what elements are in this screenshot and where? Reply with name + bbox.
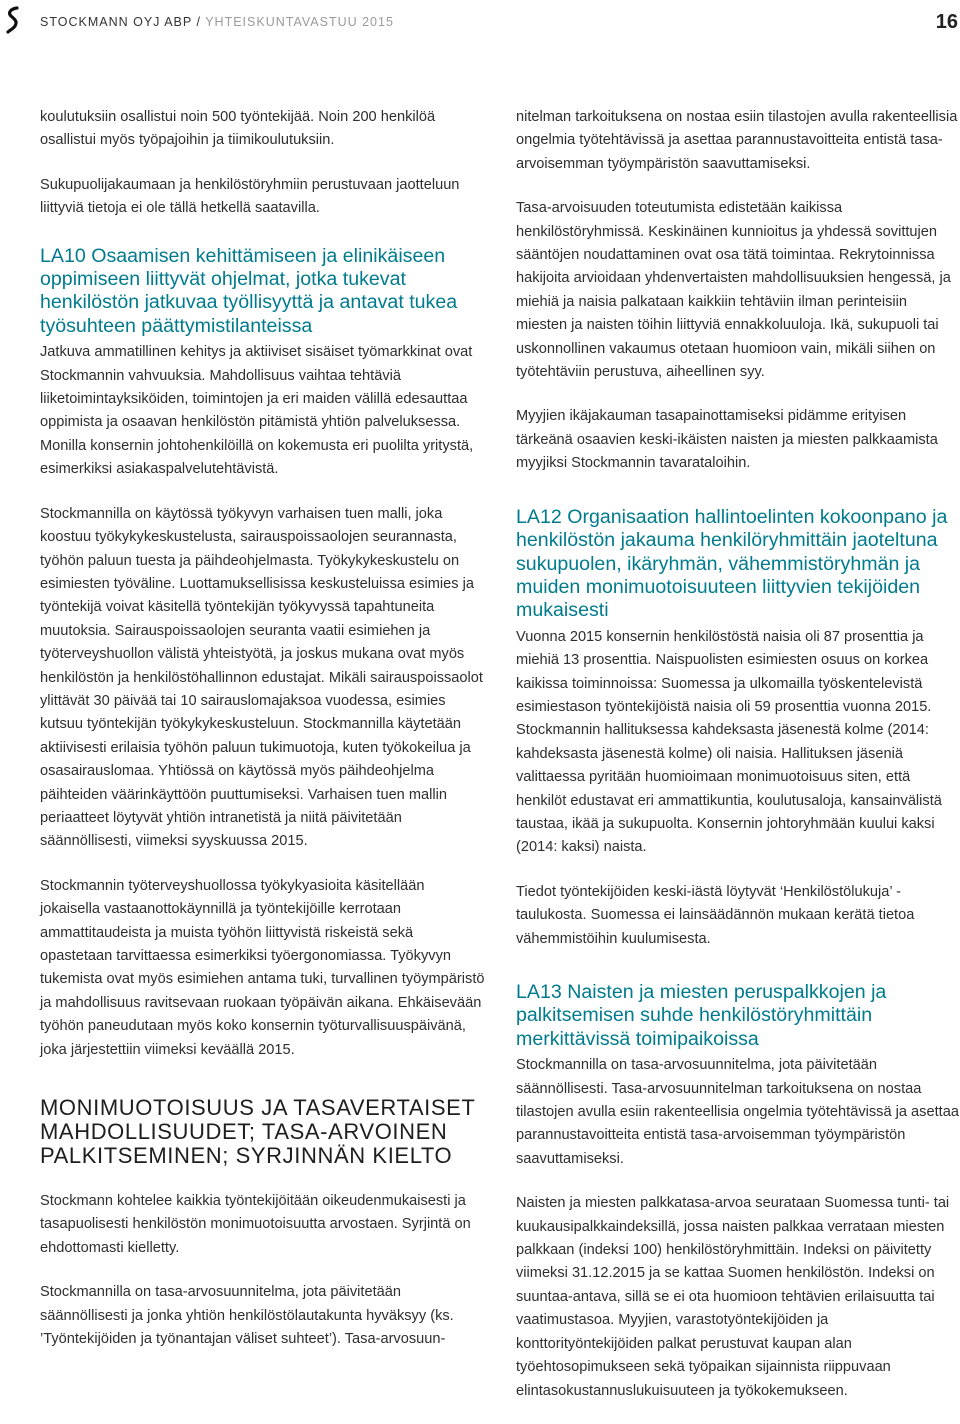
- paragraph: Stockmannilla on käytössä työkyvyn varhaisen tuen malli, joka koostuu työkykykeskustelusta, sairauspoissaolojen seurannasta, työhön paluun tuesta ja päihdeohjelmasta. Työkykykeskustelu on esimiesten työväline. Luottamuksellisissa keskusteluissa esimies ja työntekijä voivat käsitellä työntekijän työkyvyssä tapahtuneita muutoksia. Sairauspoissaolojen seuranta vaatii esimiehen ja työterveyshuollon välistä yhteistyötä, ja joskus mukana ovat myös henkilöstön ja henkilöstöhallinnon edustajat. Mikäli sairauspoissaolot ylittävät 30 päivää tai 10 sairauslomajaksoa vuodessa, esimies kutsuu työntekijän työkykykeskusteluun. Stockmannilla käytetään aktiivisesti erilaisia työhön paluun tukimuotoja, kuten työkokeilua ja osasairauslomaa. Yhtiössä on käytössä myös päihdeohjelma päihteiden väärinkäyttöön puuttumiseksi. Varhaisen tuen mallin periaatteet löytyvät yhtiön intranetistä ja niitä päivitetään säännöllisesti, viimeksi syyskuussa 2015.: [40, 505, 483, 850]
- header-report: YHTEISKUNTAVASTUU 2015: [205, 15, 394, 29]
- paragraph: Stockmannin työterveyshuollossa työkykyasioita käsitellään jokaisella vastaanottokäynnillä ja työntekijöille kerrotaan ammattitaudeista ja muista työhön liittyvistä riskeistä sekä opastetaan tarvittaessa esimerkiksi työergonomiassa. Työkyvyn tukemista ovat myös esimiehen antama tuki, turvallinen työympäristö ja mahdollisuus ravitsevaan ruokaan työpäivän aikana. Ehkäisevään työhön paneudutaan myös koko konsernin työturvallisuuspäivänä, joka järjestettiin viimeksi keväällä 2015.: [40, 877, 485, 1058]
- page-number: 16: [935, 11, 958, 33]
- chapter-heading: MONIMUOTOISUUS JA TASAVERTAISET MAHDOLLISUUDET; TASA-ARVOINEN PALKITSEMINEN; SYRJINNÄN KIELTO: [40, 1095, 476, 1169]
- paragraph: nitelman tarkoituksena on nostaa esiin tilastojen avulla rakenteellisia ongelmia työtehtävissä ja asettaa parannustavoitteita entistä tasa-arvoisemman työympäristön saavuttamiseksi.: [516, 109, 958, 172]
- paragraph: Stockmannilla on tasa-arvosuunnitelma, jota päivitetään säännöllisesti. Tasa-arvosuunnitelman tarkoituksena on nostaa tilastojen avulla esiin rakenteellisia ongelmia työtehtävissä ja asettaa parannustavoitteita entistä tasa-arvoisemman työympäristön saavuttamiseksi.: [516, 1057, 959, 1167]
- paragraph: Naisten ja miesten palkkatasa-arvoa seurataan Suomessa tunti- tai kuukausipalkkaindeksillä, jossa naisten palkkaa verrataan miesten palkkaan (indeksi 100) henkilöstöryhmittäin. Indeksi on päivitetty viimeksi 31.12.2015 ja se kattaa Suomen henkilöstön. Indeksi on suuntaa-antava, sillä se ei ota huomioon tehtävien erilaisuutta tai vaatimustasoa. Myyjien, varastotyöntekijöiden ja konttorityöntekijöiden palkat perustuvat kaupan alan työehtosopimukseen sekä työpaikan sijainnista riippuvaan elintasokustannuslukuisuuteen ja työkokemukseen.: [516, 1195, 950, 1399]
- header-company: STOCKMANN OYJ ABP: [40, 15, 192, 29]
- right-column: [516, 106, 960, 1424]
- header-separator: /: [192, 15, 206, 29]
- paragraph: Jatkuva ammatillinen kehitys ja aktiiviset sisäiset työmarkkinat ovat Stockmannin vahvuuksia. Mahdollisuus vaihtaa tehtäviä liiketoimintayksiköiden, toimintojen ja eri maiden välillä edesauttaa oppimista ja osaavan henkilöstön pitämistä yhtiön palveluksessa. Monilla konsernin johtohenkilöillä on kokemusta eri puolilta yritystä, esimerkiksi asiakaspalvelutehtävistä.: [40, 344, 474, 478]
- left-column: [40, 106, 486, 1372]
- paragraph: Tiedot työntekijöiden keski-iästä löytyvät ‘Henkilöstölukuja’ -taulukosta. Suomessa ei lainsäädännön mukaan kerätä tietoa vähemmistöihin kuulumisesta.: [516, 883, 915, 947]
- paragraph: Sukupuolijakaumaan ja henkilöstöryhmiin perustuvaan jaotteluun liittyviä tietoja ei ole tällä hetkellä saatavilla.: [40, 176, 460, 217]
- stockmann-logo-icon: [6, 6, 20, 34]
- section-heading-la13: LA13 Naisten ja miesten peruspalkkojen ja palkitsemisen suhde henkilöstöryhmittäin merkittävissä toimipaikoissa: [516, 981, 887, 1050]
- paragraph: koulutuksiin osallistui noin 500 työntekijää. Noin 200 henkilöä osallistui myös työpajoihin ja tiimikoulutuksiin.: [40, 109, 436, 149]
- paragraph: Stockmannilla on tasa-arvosuunnitelma, jota päivitetään säännöllisesti ja jonka yhtiön henkilöstölautakunta hyväksyy (ks. ’Työntekijöiden ja työnantajan väliset suhteet’). Tasa-arvosuun-: [40, 1284, 454, 1348]
- paragraph: Myyjien ikäjakauman tasapainottamiseksi pidämme erityisen tärkeänä osaavien keski-ikäisten naisten ja miesten palkkaamista myyjiksi Stockmannin tavarataloihin.: [516, 408, 938, 472]
- paragraph: Stockmann kohtelee kaikkia työntekijöitään oikeudenmukaisesti ja tasapuolisesti henkilöstön monimuotoisuutta arvostaen. Syrjintä on ehdottomasti kielletty.: [40, 1193, 471, 1256]
- running-header: [40, 15, 394, 29]
- section-heading-la10: LA10 Osaamisen kehittämiseen ja elinikäiseen oppimiseen liittyvät ohjelmat, jotka tukevat henkilöstön jatkuvaa työllisyyttä ja antavat tukea työsuhteen päättymistilanteissa: [40, 244, 458, 337]
- section-heading-la12: LA12 Organisaation hallintoelinten kokoonpano ja henkilöstön jakauma henkilöryhmittäin jaoteltuna sukupuolen, ikäryhmän, vähemmistöryhmän ja muiden monimuotoisuuteen liittyvien tekijöiden mukaisesti: [516, 505, 948, 622]
- paragraph: Tasa-arvoisuuden toteutumista edistetään kaikissa henkilöstöryhmissä. Keskinäinen kunnioitus ja yhdessä sovittujen sääntöjen noudattaminen ovat osa tätä toimintaa. Rekrytoinnissa hakijoita arvioidaan yhdenvertaisten mahdollisuuksien hengessä, ja miehiä ja naisia palkataan kaikkiin tehtäviin ilman perinteisiin miesten ja naisten töihin liittyviä ennakkoluuloja. Ikä, sukupuoli tai uskonnollinen vakaumus otetaan huomioon vain, mikäli siihen on työtehtäviin perustuva, aiheellinen syy.: [516, 200, 951, 381]
- paragraph: Vuonna 2015 konsernin henkilöstöstä naisia oli 87 prosenttia ja miehiä 13 prosenttia. Naispuolisten esimiesten osuus on korkea kaikissa toiminnoissa: Suomessa ja ulkomailla työskentelevistä esimiestason työntekijöistä naisia oli 59 prosenttia vuonna 2015. Stockmannin hallituksessa kahdeksasta jäsenestä kolme (2014: kahdeksasta jäsenestä kolme) oli naisia. Hallituksen jäseniä valittaessa pyritään huomioimaan monimuotoisuus siten, että henkilöt edustavat eri ammattikuntia, koulutusaloja, kansainvälistä taustaa, ikää ja sukupuolta. Konsernin johtoryhmään kuului kaksi (2014: kaksi) naista.: [516, 628, 942, 856]
